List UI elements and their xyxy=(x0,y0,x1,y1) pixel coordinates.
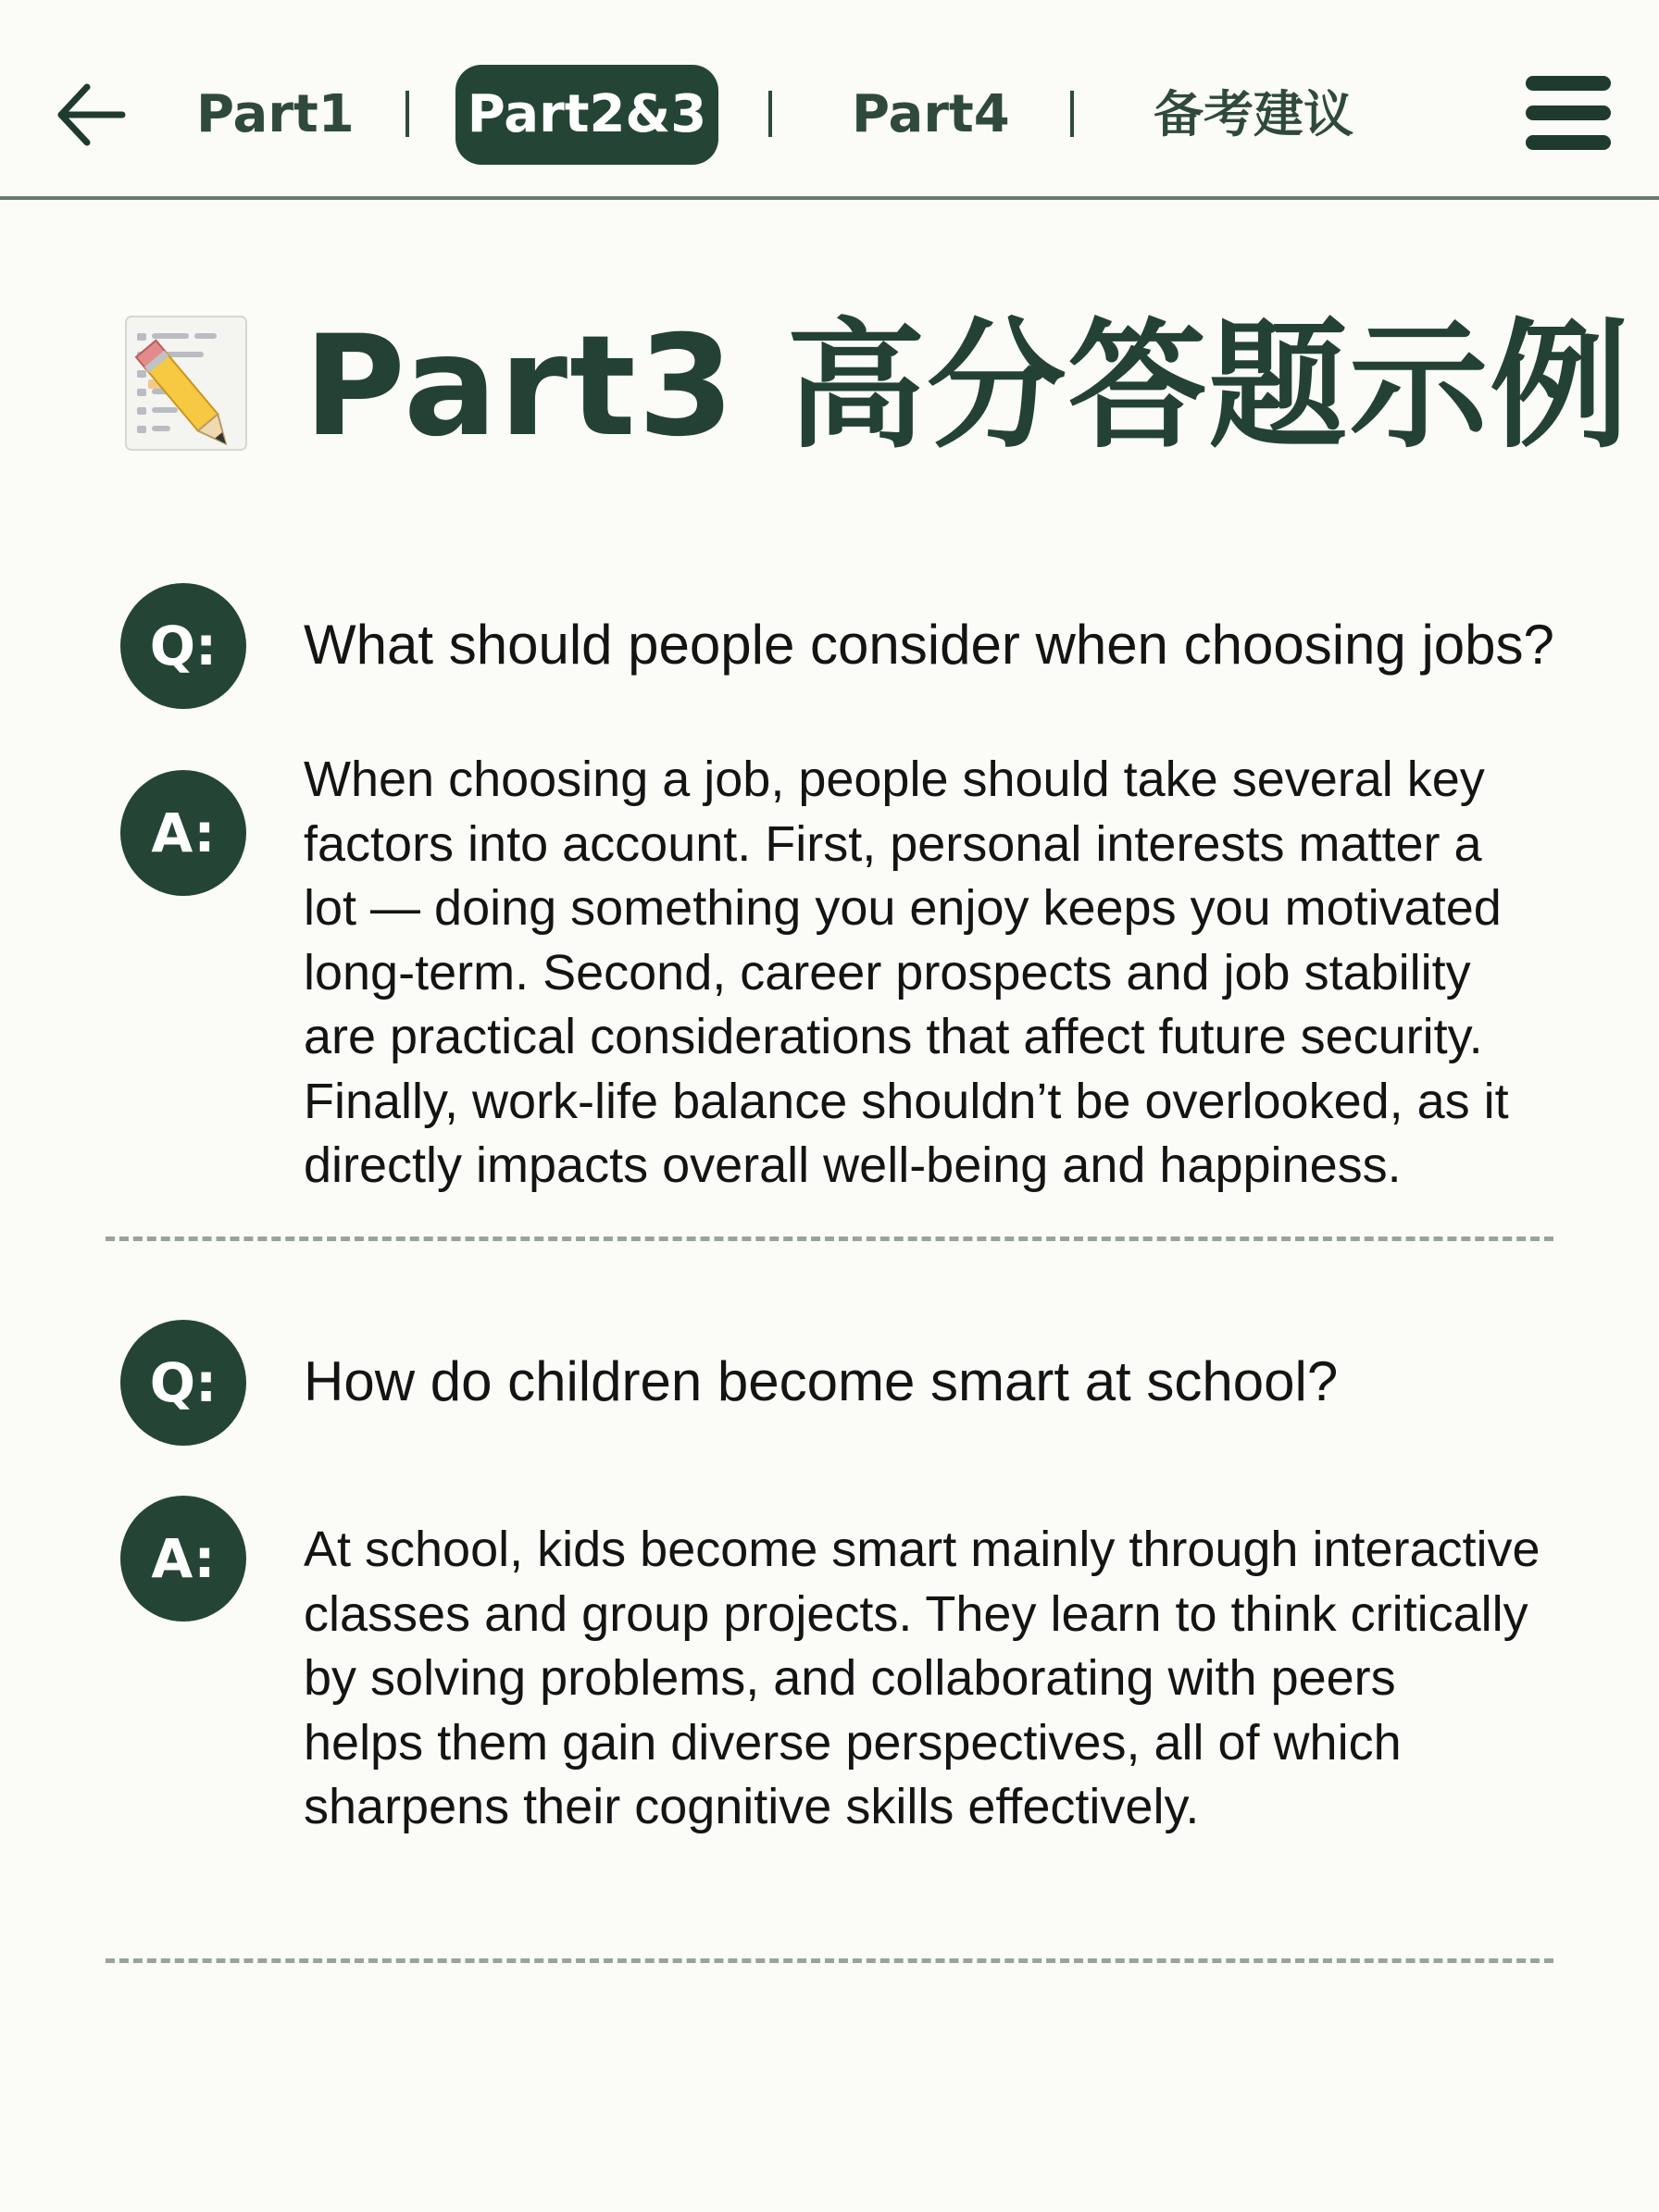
answer-line: classes and group projects. They learn to think critically xyxy=(304,1585,1528,1642)
tab-exam-advice[interactable]: 备考建议 xyxy=(1154,85,1353,143)
tab-separator xyxy=(405,91,409,137)
answer-badge: A: xyxy=(120,1496,246,1622)
tab-part2-3-active[interactable]: Part2&3 xyxy=(455,65,718,165)
arrow-left-icon xyxy=(54,78,128,152)
dashed-divider xyxy=(106,1958,1553,1963)
question-text: How do children become smart at school? xyxy=(304,1350,1339,1412)
answer-line: sharpens their cognitive skills effectively. xyxy=(304,1779,1200,1834)
answer-line: lot — doing something you enjoy keeps you motivated xyxy=(304,880,1502,936)
dashed-divider xyxy=(106,1236,1553,1241)
memo-pencil-icon xyxy=(124,315,250,454)
answer-line: directly impacts overall well-being and happiness. xyxy=(304,1137,1402,1193)
answer-text xyxy=(304,748,1563,1199)
answer-line: are practical considerations that affect future security. xyxy=(304,1009,1483,1064)
hamburger-menu-icon-bar xyxy=(1526,106,1611,120)
answer-line: Finally, work-life balance shouldn’t be overlooked, as it xyxy=(304,1073,1509,1129)
tab-separator xyxy=(768,91,772,137)
menu-button[interactable] xyxy=(1526,72,1611,154)
tab-part1[interactable]: Part1 xyxy=(196,84,355,144)
hamburger-menu-icon-bar xyxy=(1526,135,1611,150)
question-text: What should people consider when choosing jobs? xyxy=(304,614,1554,676)
back-button[interactable] xyxy=(54,78,128,152)
tab-separator xyxy=(1070,91,1074,137)
question-badge: Q: xyxy=(120,583,246,709)
answer-badge: A: xyxy=(120,770,246,896)
answer-line: factors into account. First, personal interests matter a xyxy=(304,815,1482,872)
answer-text xyxy=(304,1518,1563,1840)
top-nav-bar xyxy=(0,0,1659,200)
answer-line: long-term. Second, career prospects and job stability xyxy=(304,944,1471,1000)
answer-line: At school, kids become smart mainly through interactive xyxy=(304,1522,1540,1577)
page-title: Part3 高分答题示例 xyxy=(304,306,1631,467)
hamburger-menu-icon xyxy=(1526,76,1611,91)
answer-line: by solving problems, and collaborating with peers xyxy=(304,1650,1396,1706)
tab-part4[interactable]: Part4 xyxy=(852,84,1010,144)
answer-line: When choosing a job, people should take several key xyxy=(304,752,1485,807)
question-badge: Q: xyxy=(120,1320,246,1446)
answer-line: helps them gain diverse perspectives, all of which xyxy=(304,1714,1402,1771)
